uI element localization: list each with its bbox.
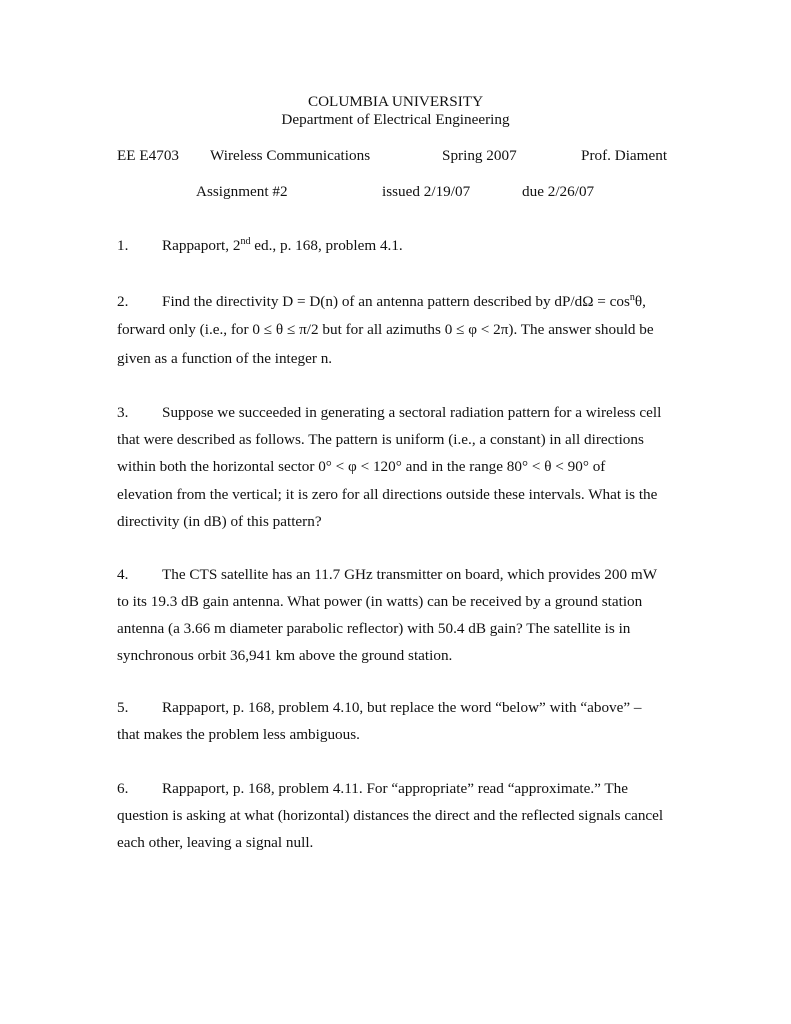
problem-line: forward only (i.e., for 0 ≤ θ ≤ π/2 but for all azimuths 0 ≤ φ < 2π). The answer should be: [117, 321, 654, 338]
department-name: Department of Electrical Engineering: [281, 111, 510, 128]
problem-line: The CTS satellite has an 11.7 GHz transmitter on board, which provides 200 mW: [162, 566, 658, 583]
course-name: Wireless Communications: [210, 147, 371, 164]
problem-line: question is asking at what (horizontal) distances the direct and the reflected signals cancel: [117, 807, 664, 824]
problem-line: synchronous orbit 36,941 km above the ground station.: [117, 647, 453, 664]
problem-number: 4.: [117, 566, 129, 583]
problem-line: Rappaport, 2nd ed., p. 168, problem 4.1.: [162, 236, 403, 254]
course-code: EE E4703: [117, 147, 180, 164]
problem-line: elevation from the vertical; it is zero for all directions outside these intervals. What is the: [117, 486, 658, 503]
problem-line: Find the directivity D = D(n) of an antenna pattern described by $dP/d\Omega = \cos^n\theta$,: [162, 292, 646, 310]
course-term: Spring 2007: [442, 147, 517, 164]
problem-number: 1.: [117, 237, 129, 254]
problem-line: Suppose we succeeded in generating a sectoral radiation pattern for a wireless cell: [162, 404, 662, 421]
problem-line: that were described as follows. The pattern is uniform (i.e., a constant) in all directions: [117, 431, 644, 448]
problem-number: 6.: [117, 780, 129, 797]
problem-line: Rappaport, p. 168, problem 4.11. For “appropriate” read “approximate.” The: [162, 780, 629, 797]
problem-line: to its 19.3 dB gain antenna. What power (in watts) can be received by a ground station: [117, 593, 643, 610]
problem-line: each other, leaving a signal null.: [117, 834, 314, 851]
problem-number: 5.: [117, 699, 129, 716]
problem-line: within both the horizontal sector 0° < φ < 120° and in the range 80° < θ < 90° of: [117, 458, 606, 475]
problem-line: given as a function of the integer n.: [117, 350, 333, 367]
problem-number: 2.: [117, 293, 129, 310]
issued-date: issued 2/19/07: [382, 183, 471, 200]
university-name: COLUMBIA UNIVERSITY: [307, 93, 484, 110]
problem-number: 3.: [117, 404, 129, 421]
professor-name: Prof. Diament: [581, 147, 668, 164]
problem-line: directivity (in dB) of this pattern?: [117, 513, 322, 530]
problem-line: Rappaport, p. 168, problem 4.10, but replace the word “below” with “above” –: [162, 699, 642, 716]
problem-line: that makes the problem less ambiguous.: [117, 726, 360, 743]
problem-line: antenna (a 3.66 m diameter parabolic reflector) with 50.4 dB gain? The satellite is in: [117, 620, 631, 637]
assignment-title: Assignment #2: [196, 183, 288, 200]
due-date: due 2/26/07: [522, 183, 595, 200]
